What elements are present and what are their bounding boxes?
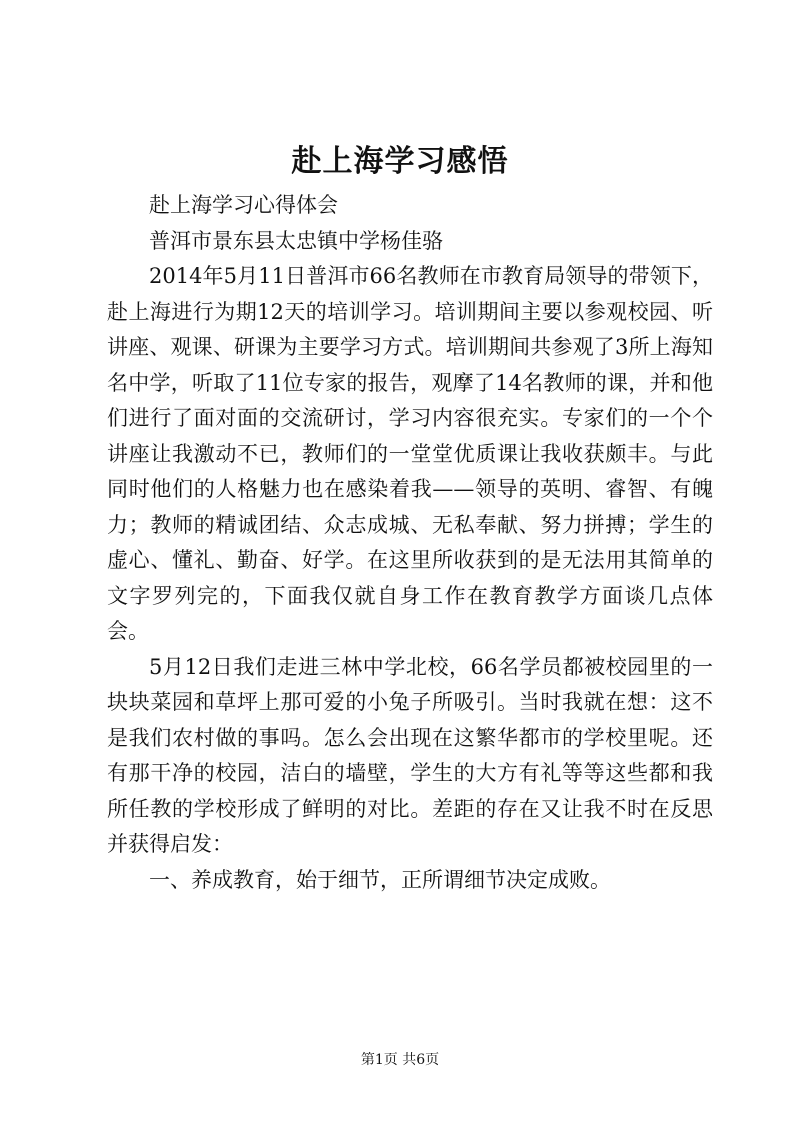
paragraph-visit: 5月12日我们走进三林中学北校，66名学员都被校园里的一块块菜园和草坪上那可爱的小兔子所吸引。当时我就在想：这不是我们农村做的事吗。怎么会出现在这繁华都市的学校里呢。还有那干净的校园，洁白的墙壁，学生的大方有礼等等这些都和我所任教的学校形成了鲜明的对比。差距的存在又让我不时在反思并获得启发：: [107, 654, 713, 856]
page-number-footer: 第1页 共6页: [360, 1052, 440, 1068]
document-body: [107, 188, 713, 898]
paragraph-subtitle: 赴上海学习心得体会: [149, 193, 338, 217]
paragraph-section-heading: 一、养成教育，始于细节，正所谓细节决定成败。: [149, 867, 611, 892]
paragraph-intro: 2014年5月11日普洱市66名教师在市教育局领导的带领下，赴上海进行为期12天的培训学习。培训期间主要以参观校园、听讲座、观课、研课为主要学习方式。培训期间共参观了3所上海知名中学，听取了11位专家的报告，观摩了14名教师的课，并和他们进行了面对面的交流研讨，学习内容很充实。专家们的一个个讲座让我激动不已，教师们的一堂堂优质课让我收获颇丰。与此同时他们的人格魅力也在感染着我——领导的英明、睿智、有魄力；教师的精诚团结、众志成城、无私奉献、努力拼搏；学生的虚心、懂礼、勤奋、好学。在这里所收获到的是无法用其简单的文字罗列完的，下面我仅就自身工作在教育教学方面谈几点体会。: [107, 264, 713, 643]
document-title: 赴上海学习感悟: [291, 144, 509, 179]
paragraph-author: 普洱市景东县太忠镇中学杨佳骆: [149, 228, 443, 253]
